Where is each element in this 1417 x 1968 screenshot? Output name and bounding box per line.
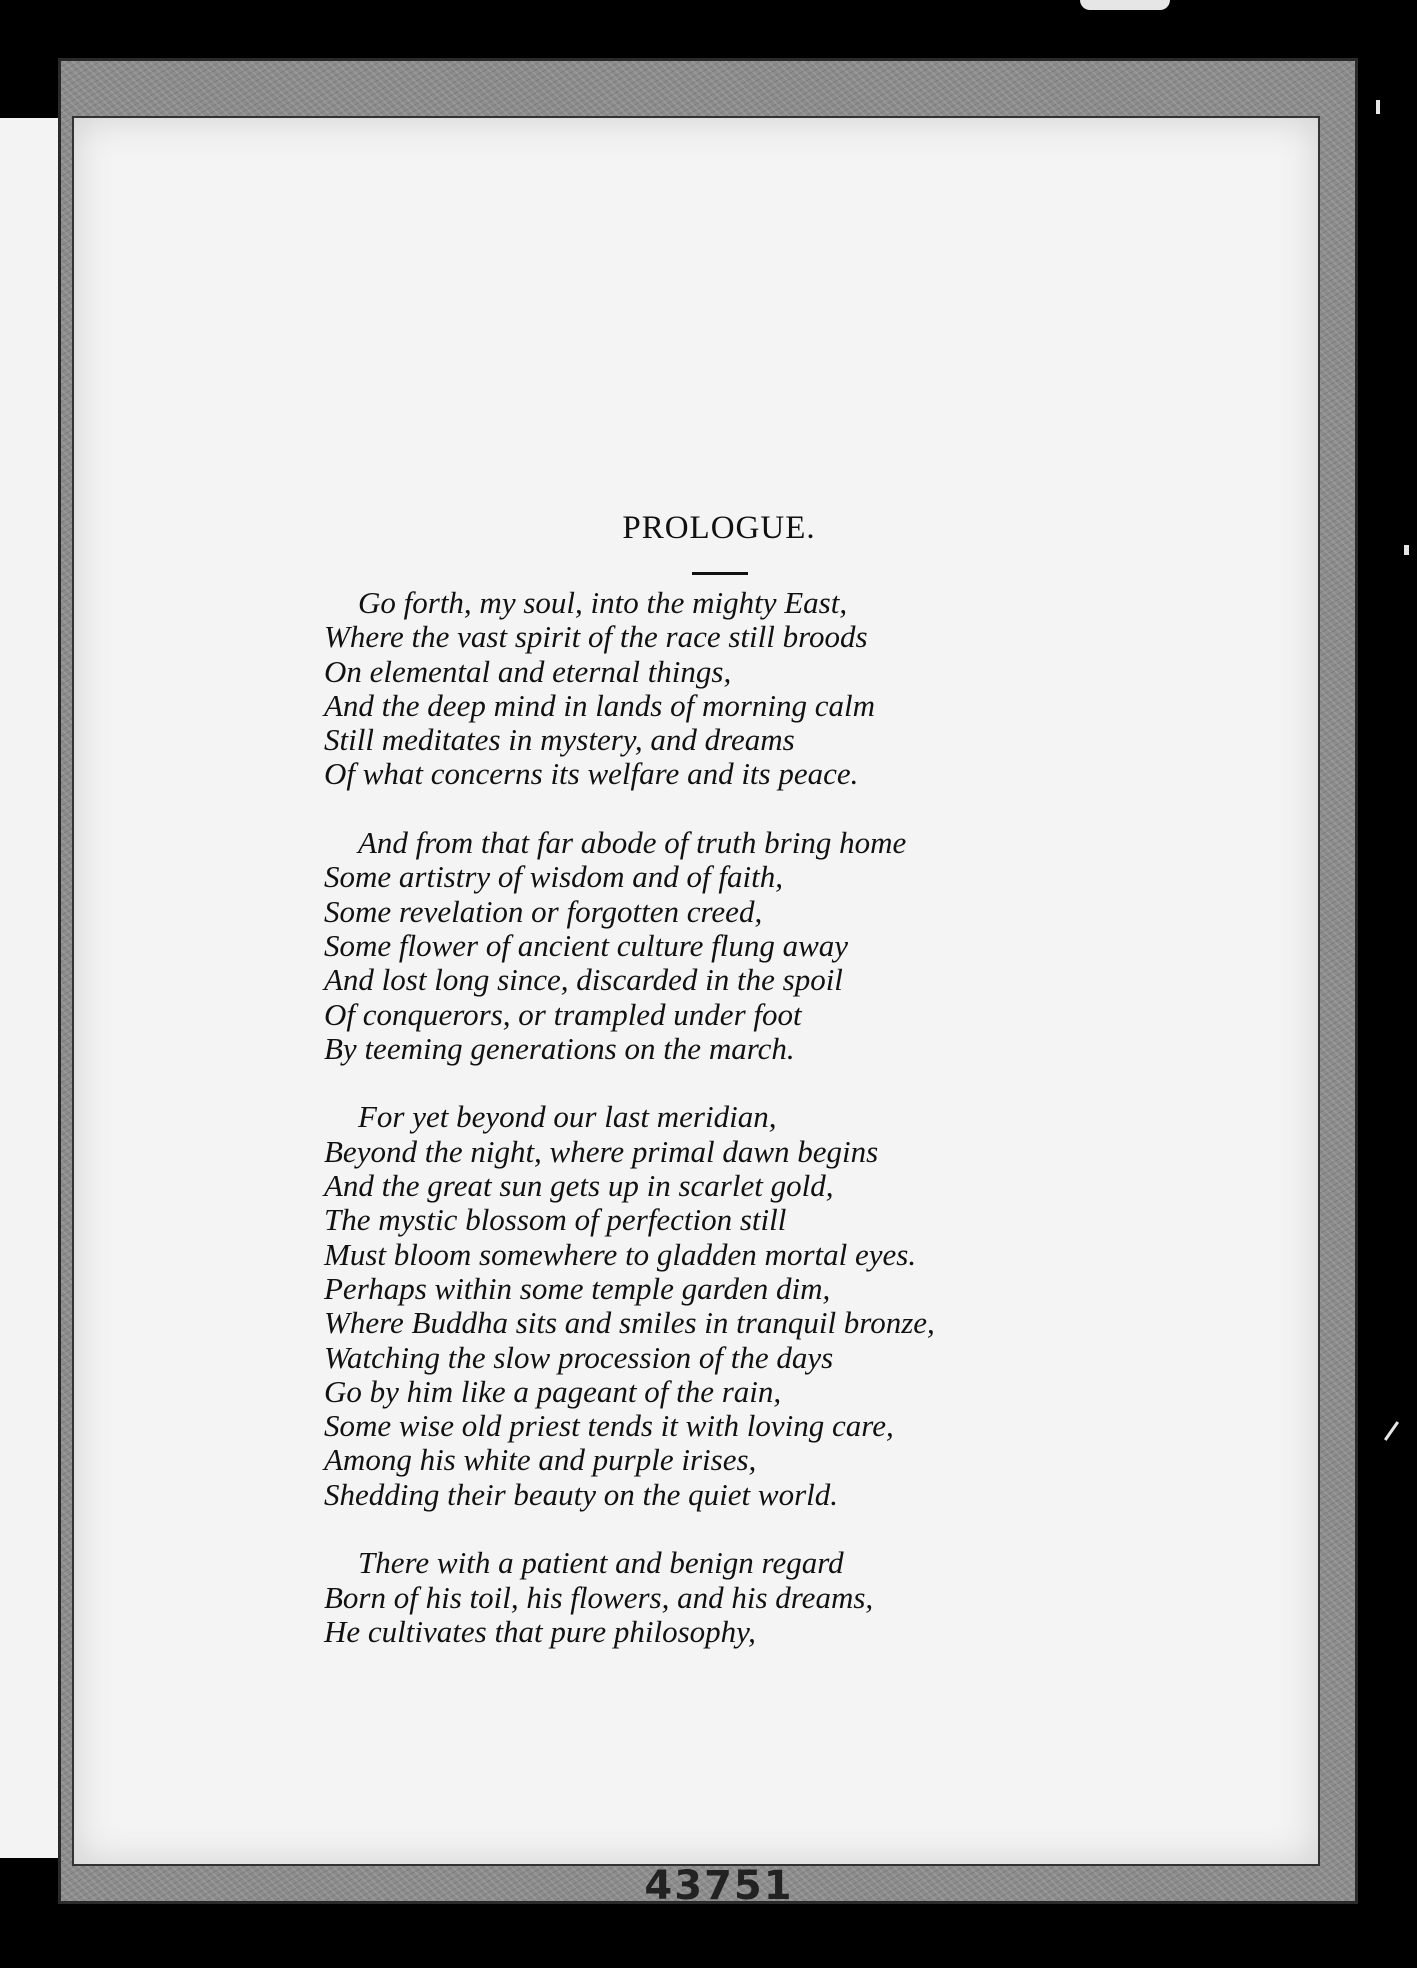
book-page xyxy=(72,116,1320,1909)
poem-line: Shedding their beauty on the quiet world. xyxy=(324,1476,839,1512)
poem-line: Where Buddha sits and smiles in tranquil bronze, xyxy=(324,1305,935,1341)
poem-line: Go forth, my soul, into the mighty East, xyxy=(358,585,848,620)
poem-line: The mystic blossom of perfection still xyxy=(324,1202,787,1238)
poem-line: Some artistry of wisdom and of faith, xyxy=(324,859,783,895)
page-number: 43751 xyxy=(644,1863,794,1909)
poem-line: Must bloom somewhere to gladden mortal eyes. xyxy=(324,1236,917,1272)
poem-line: Among his white and purple irises, xyxy=(324,1442,757,1478)
poem-line: Of conquerors, or trampled under foot xyxy=(324,996,802,1032)
poem-body xyxy=(324,586,1184,1684)
poem-line: Watching the slow procession of the days xyxy=(324,1339,834,1375)
poem-line: Go by him like a pageant of the rain, xyxy=(324,1373,782,1409)
dust-speck xyxy=(1080,0,1170,10)
poem-line: Some revelation or forgotten creed, xyxy=(324,893,763,929)
poem-line: Born of his toil, his flowers, and his dreams, xyxy=(324,1579,874,1615)
poem-line: He cultivates that pure philosophy, xyxy=(324,1613,756,1649)
stanza-3 xyxy=(324,1100,1184,1512)
poem-line: For yet beyond our last meridian, xyxy=(358,1099,777,1135)
stanza-4 xyxy=(324,1546,1184,1649)
poem-line: Beyond the night, where primal dawn begins xyxy=(324,1133,879,1169)
poem-line: By teeming generations on the march. xyxy=(324,1030,795,1066)
poem-line: And from that far abode of truth bring home xyxy=(358,825,907,861)
poem-line: And the deep mind in lands of morning calm xyxy=(324,687,876,723)
poem-line: Where the vast spirit of the race still broods xyxy=(324,619,868,655)
dust-speck xyxy=(1384,1421,1399,1441)
stanza-2 xyxy=(324,826,1184,1066)
dust-speck xyxy=(1404,545,1409,555)
poem-line: On elemental and eternal things, xyxy=(324,653,732,689)
poem-line: Perhaps within some temple garden dim, xyxy=(324,1270,831,1306)
poem-line: Some flower of ancient culture flung away xyxy=(324,927,849,963)
dust-speck xyxy=(1376,100,1380,114)
title-rule xyxy=(692,572,748,575)
page-title: PROLOGUE. xyxy=(622,510,816,546)
stanza-1 xyxy=(324,586,1184,792)
poem-line: There with a patient and benign regard xyxy=(358,1545,844,1581)
poem-line: And the great sun gets up in scarlet gold, xyxy=(324,1168,834,1204)
poem-line: Some wise old priest tends it with loving care, xyxy=(324,1408,894,1444)
poem-line: And lost long since, discarded in the spoil xyxy=(324,962,843,998)
poem-line: Still meditates in mystery, and dreams xyxy=(324,722,795,758)
poem-line: Of what concerns its welfare and its peace. xyxy=(324,756,859,792)
